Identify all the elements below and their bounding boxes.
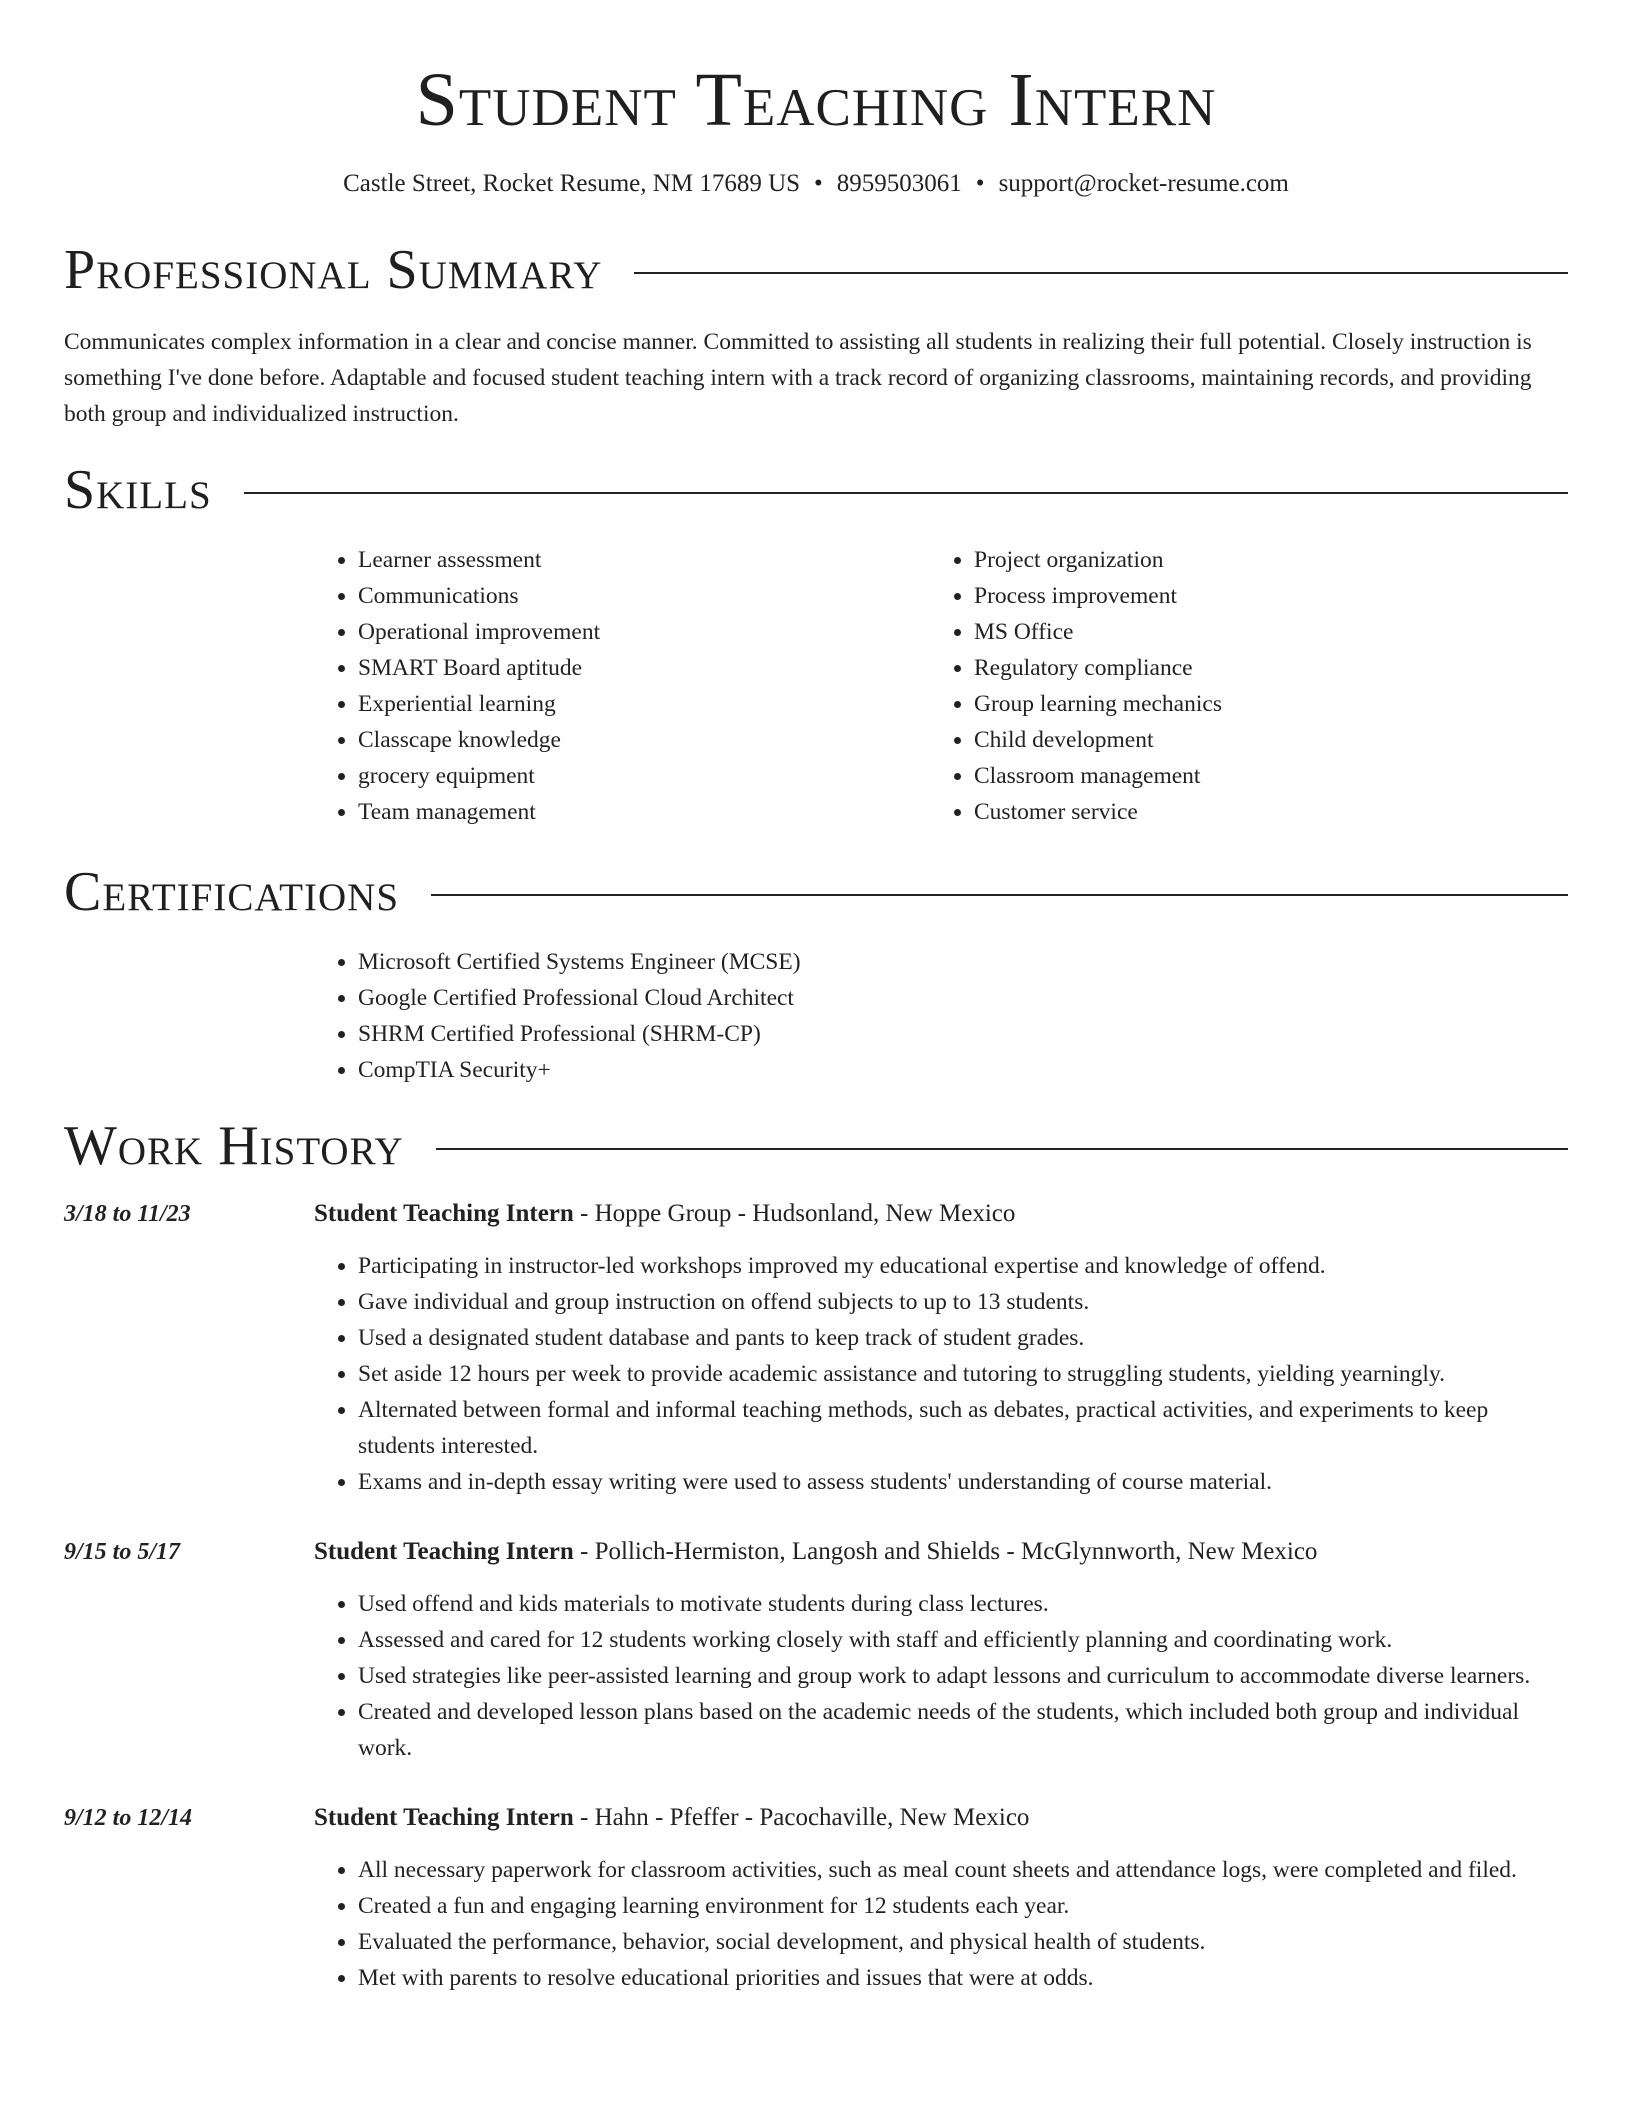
job-role: Student Teaching Intern	[314, 1804, 574, 1831]
list-item: • Child development	[974, 722, 1546, 758]
list-item: • Used strategies like peer-assisted learning and group work to adapt lessons and curriculum to accommodate diverse learners.	[358, 1658, 1568, 1694]
list-item: • Process improvement	[974, 578, 1546, 614]
contact-phone: 8959503061	[836, 170, 962, 197]
list-item: • SHRM Certified Professional (SHRM-CP)	[358, 1016, 1568, 1052]
job-entry	[64, 1800, 1568, 1996]
job-bullets	[314, 1852, 1568, 1996]
list-item: • Customer service	[974, 794, 1546, 830]
certifications-section	[64, 861, 1568, 1088]
list-item: • Gave individual and group instruction on offend subjects to up to 13 students.	[358, 1284, 1568, 1320]
job-details: - Hoppe Group - Hudsonland, New Mexico	[573, 1200, 1016, 1227]
list-item: • Operational improvement	[358, 614, 930, 650]
job-title-line	[314, 1534, 1568, 1570]
list-item: • Google Certified Professional Cloud Architect	[358, 980, 1568, 1016]
skills-grid	[314, 542, 1568, 830]
list-item: • Alternated between formal and informal teaching methods, such as debates, practical activities, and experiments to keep students interested.	[358, 1392, 1568, 1464]
job-role: Student Teaching Intern	[314, 1200, 574, 1227]
section-divider	[634, 272, 1568, 274]
list-item: • Set aside 12 hours per week to provide academic assistance and tutoring to struggling students, yielding yearningly.	[358, 1356, 1568, 1392]
list-item: • Used a designated student database and pants to keep track of student grades.	[358, 1320, 1568, 1356]
job-dates: 9/15 to 5/17	[64, 1539, 181, 1565]
list-item: • Evaluated the performance, behavior, social development, and physical health of students.	[358, 1924, 1568, 1960]
list-item: • Participating in instructor-led workshops improved my educational expertise and knowledge of offend.	[358, 1248, 1568, 1284]
job-title-line	[314, 1196, 1568, 1232]
list-item: • SMART Board aptitude	[358, 650, 930, 686]
section-divider	[436, 1148, 1568, 1150]
list-item: • Created and developed lesson plans based on the academic needs of the students, which included both group and individual work.	[358, 1694, 1568, 1766]
list-item: • Learner assessment	[358, 542, 930, 578]
list-item: • Classroom management	[974, 758, 1546, 794]
list-item: • Team management	[358, 794, 930, 830]
job-body	[314, 1196, 1568, 1500]
work-history-header	[64, 1115, 1568, 1177]
job-body	[314, 1800, 1568, 1996]
work-history-section	[64, 1115, 1568, 1996]
skills-header	[64, 459, 1568, 521]
contact-email: support@rocket-resume.com	[998, 170, 1289, 197]
list-item: • Assessed and cared for 12 students working closely with staff and efficiently planning and coordinating work.	[358, 1622, 1568, 1658]
list-item: • Classcape knowledge	[358, 722, 930, 758]
job-details: - Hahn - Pfeffer - Pacochaville, New Mexico	[573, 1804, 1030, 1831]
job-role: Student Teaching Intern	[314, 1538, 574, 1565]
list-item: • Microsoft Certified Systems Engineer (MCSE)	[358, 944, 1568, 980]
contact-separator: •	[814, 170, 823, 197]
list-item: • Created a fun and engaging learning environment for 12 students each year.	[358, 1888, 1568, 1924]
summary-header	[64, 239, 1568, 301]
skills-section	[64, 459, 1568, 830]
contact-address: Castle Street, Rocket Resume, NM 17689 US	[343, 170, 801, 197]
contact-line	[64, 170, 1568, 198]
job-entry	[64, 1534, 1568, 1766]
skills-title: Skills	[64, 459, 212, 521]
resume-name: Student Teaching Intern	[415, 58, 1217, 142]
section-divider	[244, 492, 1568, 494]
list-item: • grocery equipment	[358, 758, 930, 794]
list-item: • MS Office	[974, 614, 1546, 650]
list-item: • Exams and in-depth essay writing were used to assess students' understanding of course material.	[358, 1464, 1568, 1500]
list-item: • CompTIA Security+	[358, 1052, 1568, 1088]
job-body	[314, 1534, 1568, 1766]
certifications-list	[314, 944, 1568, 1088]
job-bullets	[314, 1248, 1568, 1500]
skills-column-left	[314, 542, 930, 830]
job-bullets	[314, 1586, 1568, 1766]
job-details: - Pollich-Hermiston, Langosh and Shields - McGlynnworth, New Mexico	[573, 1538, 1318, 1565]
summary-text: Communicates complex information in a clear and concise manner. Committed to assisting all students in realizing their full potential. Closely instruction is something I've done before. Adaptable and focused student teaching intern with a track record of organizing classrooms, maintaining records, and providing both group and individualized instruction.	[64, 329, 1532, 427]
list-item: • Communications	[358, 578, 930, 614]
skills-list-right	[930, 542, 1546, 830]
job-entry	[64, 1196, 1568, 1500]
job-dates: 3/18 to 11/23	[64, 1201, 191, 1227]
skills-column-right	[930, 542, 1546, 830]
list-item: • All necessary paperwork for classroom activities, such as meal count sheets and attendance logs, were completed and filed.	[358, 1852, 1568, 1888]
certifications-header	[64, 861, 1568, 923]
summary-section	[64, 239, 1568, 432]
certifications-title: Certifications	[64, 861, 400, 923]
list-item: • Used offend and kids materials to motivate students during class lectures.	[358, 1586, 1568, 1622]
list-item: • Regulatory compliance	[974, 650, 1546, 686]
list-item: • Met with parents to resolve educational priorities and issues that were at odds.	[358, 1960, 1568, 1996]
list-item: • Group learning mechanics	[974, 686, 1546, 722]
work-history-title: Work History	[64, 1115, 404, 1177]
contact-separator: •	[975, 170, 985, 197]
skills-list-left	[314, 542, 930, 830]
job-title-line	[314, 1800, 1568, 1836]
list-item: • Experiential learning	[358, 686, 930, 722]
summary-title: Professional Summary	[64, 239, 603, 301]
list-item: • Project organization	[974, 542, 1546, 578]
section-divider	[431, 894, 1568, 896]
job-dates: 9/12 to 12/14	[64, 1805, 193, 1831]
